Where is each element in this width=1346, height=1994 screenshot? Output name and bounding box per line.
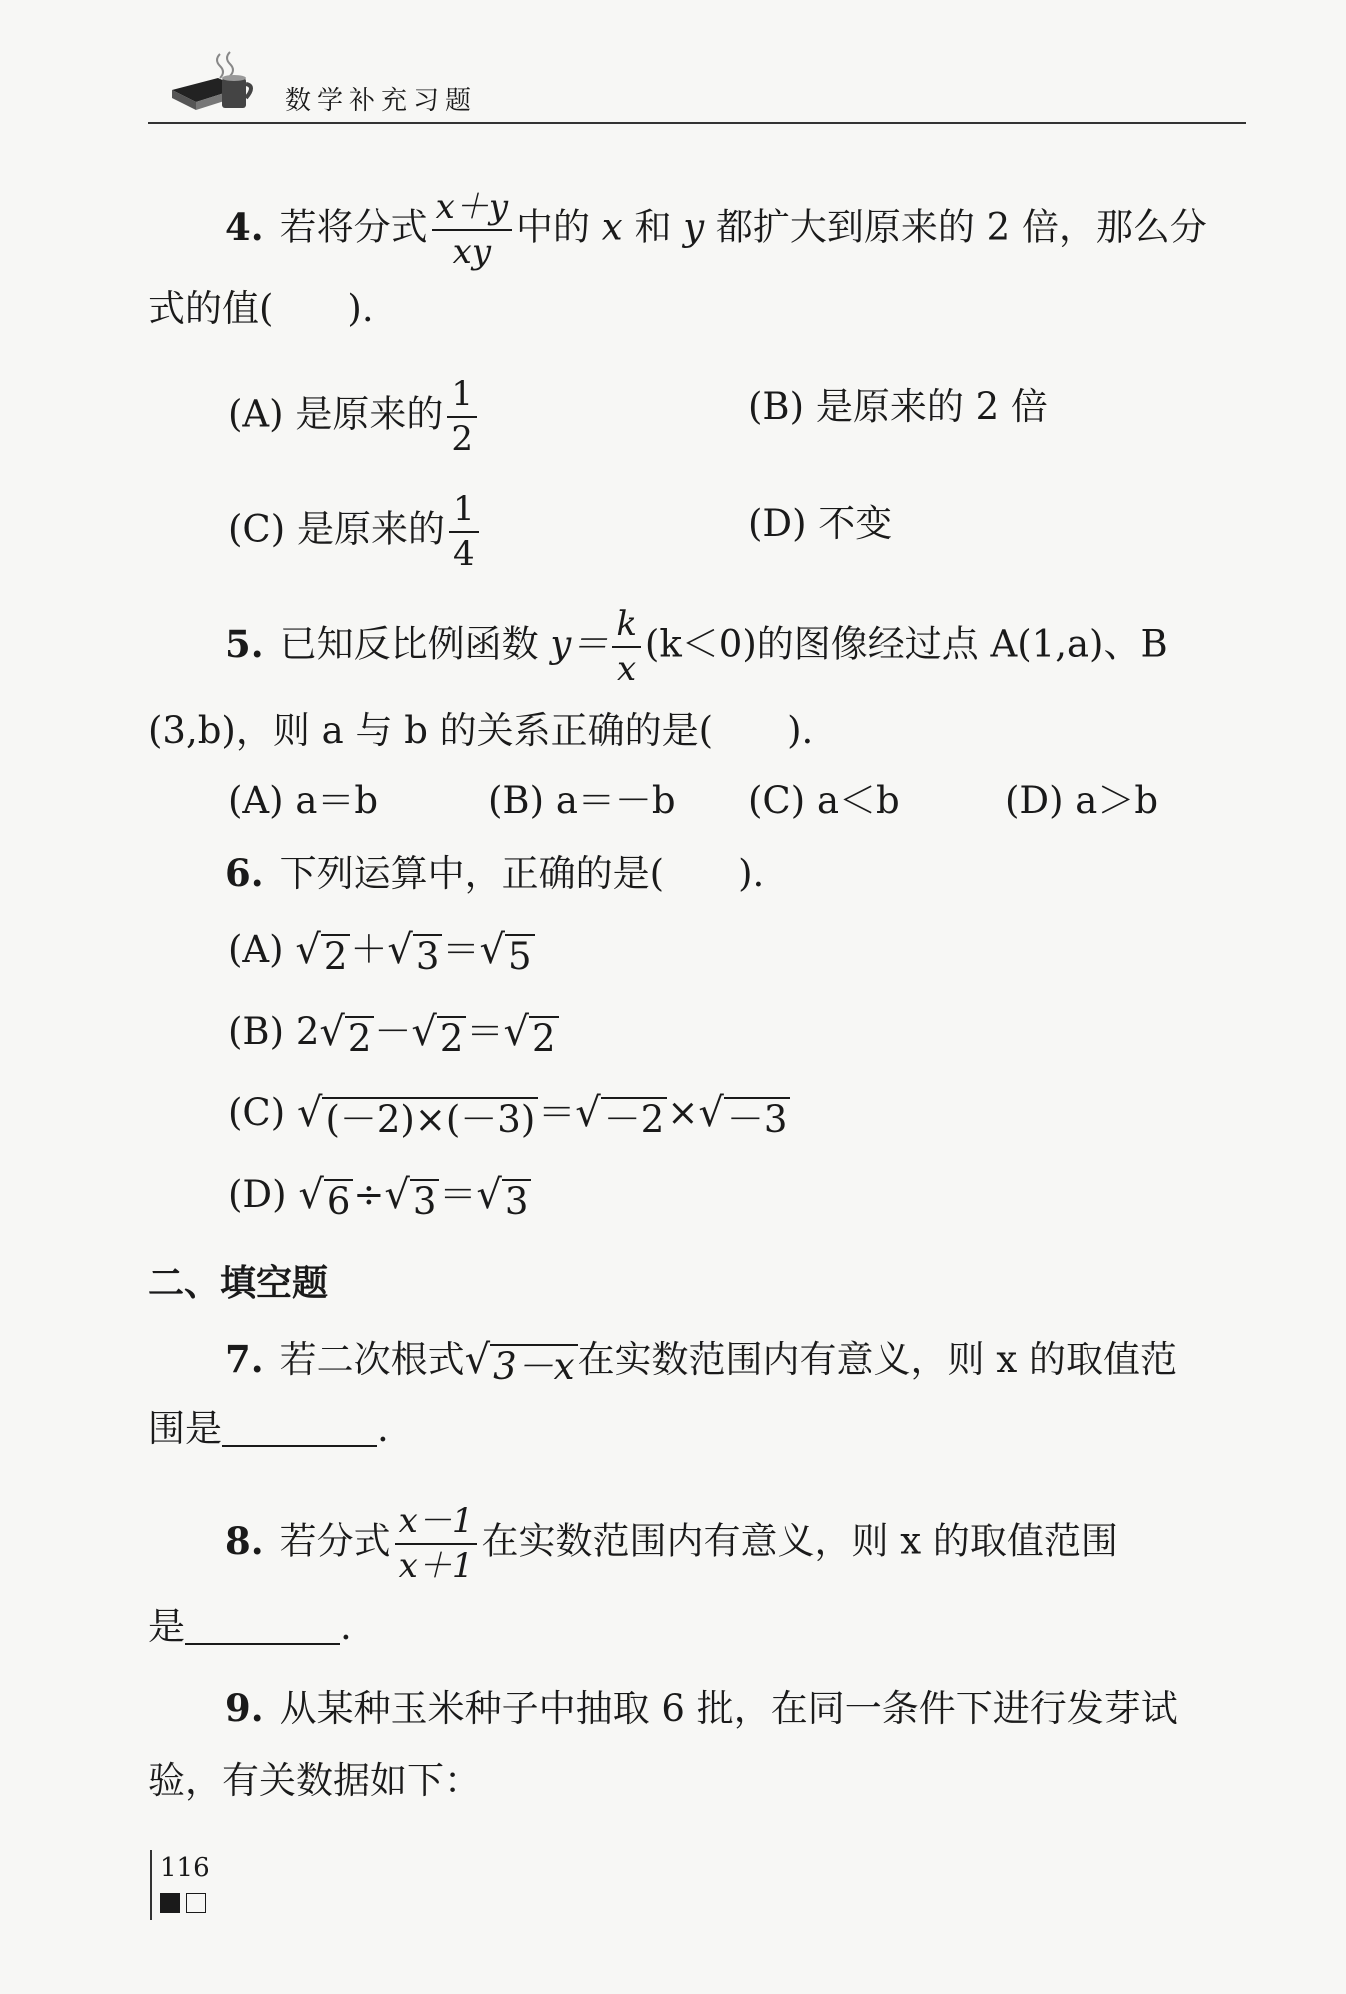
q7-sqrt: √ 3－x	[465, 1340, 578, 1385]
q6-d-arg1: 6	[324, 1179, 354, 1220]
q6-c-op1: ＝	[538, 1091, 576, 1134]
q5-line2: (3,b)，则 a 与 b 的关系正确的是( ).	[148, 709, 814, 752]
q4-var-x: x	[601, 205, 623, 249]
q4-opt-a-den: 2	[451, 419, 473, 460]
q4-opt-c-text: (C) 是原来的	[228, 507, 445, 551]
q6-d-arg2: 3	[410, 1179, 440, 1220]
header-title: 数学补充习题	[285, 86, 478, 116]
q5-line1	[225, 605, 1168, 689]
q7-radicand: 3－x	[490, 1344, 577, 1385]
q6-d-sqrt3: √ 3	[476, 1175, 531, 1220]
q7-pre: 若二次根式	[279, 1338, 465, 1381]
q6-b-arg2: 2	[437, 1016, 467, 1057]
q6-text: 下列运算中，正确的是( ).	[279, 852, 765, 895]
q5-frac-num: k	[612, 605, 641, 648]
section-title: 二、填空题	[148, 1263, 329, 1304]
q4-var-y: y	[683, 205, 705, 249]
q4-option-b: (B) 是原来的 2 倍	[748, 385, 1048, 428]
q6-a-sqrt3: √ 5	[479, 930, 534, 975]
q6-a-sqrt1: √ 2	[295, 930, 350, 975]
q6-option-a	[228, 927, 535, 978]
book-cup-icon	[170, 48, 260, 118]
page-number: 116	[160, 1853, 210, 1883]
q6-c-arg2: －2	[601, 1097, 668, 1138]
q6-b-label: (B)	[228, 1010, 285, 1053]
q8-end: .	[340, 1605, 352, 1648]
q6-d-sqrt1: √ 6	[298, 1175, 353, 1220]
q8-line1	[225, 1502, 1118, 1586]
header-rule	[148, 122, 1246, 124]
q5-pre: 已知反比例函数	[279, 622, 539, 666]
q5-option-d: (D) a＞b	[1005, 779, 1159, 822]
q6-b-sqrt1: √ 2	[319, 1012, 374, 1057]
q4-mid2: 和	[634, 205, 672, 249]
q6-c-sqrt2: √ －2	[575, 1093, 667, 1138]
q6-c-arg1: (－2)×(－3)	[322, 1097, 538, 1138]
q4-opt-a-text: (A) 是原来的	[228, 392, 444, 436]
q8-answer-blank[interactable]	[185, 1613, 340, 1645]
q5-frac-den: x	[617, 649, 637, 690]
q4-opt-c-den: 4	[452, 534, 475, 575]
q6-d-label: (D)	[228, 1173, 287, 1216]
q6-d-op2: ＝	[439, 1173, 477, 1216]
q6-a-sqrt2: √ 3	[387, 930, 442, 975]
q6-c-sqrt1: √ (－2)×(－3)	[297, 1093, 538, 1138]
q9-line1-text: 从某种玉米种子中抽取 6 批，在同一条件下进行发芽试	[279, 1687, 1178, 1730]
q6-d-arg3: 3	[502, 1179, 532, 1220]
q9-number: 9.	[225, 1686, 264, 1730]
q6-number: 6.	[225, 851, 264, 895]
q6-option-d	[228, 1172, 531, 1223]
q7-post: 在实数范围内有意义，则 x 的取值范	[577, 1338, 1177, 1381]
q6-a-op1: ＋	[350, 928, 388, 971]
q6-d-op1: ÷	[353, 1173, 385, 1216]
q4-opt-a-fraction	[447, 375, 477, 459]
q5-option-c: (C) a＜b	[748, 779, 900, 822]
q6-c-sqrt3: √ －3	[698, 1093, 790, 1138]
q8-number: 8.	[225, 1518, 264, 1563]
q6-c-label: (C)	[228, 1091, 286, 1134]
q7-line2-text: 围是	[148, 1407, 222, 1450]
q7-answer-blank[interactable]	[222, 1415, 377, 1447]
q8-pre: 若分式	[279, 1519, 391, 1563]
q6-b-coef: 2	[295, 1010, 320, 1053]
q5-y-eq: y＝	[550, 622, 609, 666]
q8-line2-text: 是	[148, 1605, 185, 1648]
footer-bar	[150, 1850, 152, 1920]
q4-frac-num: x＋y	[432, 188, 512, 231]
q6-b-sqrt3: √ 2	[503, 1012, 558, 1057]
q5-post: (k＜0)的图像经过点 A(1,a)、B	[644, 622, 1168, 666]
q6-option-b	[228, 1009, 559, 1060]
q8-post: 在实数范围内有意义，则 x 的取值范围	[481, 1519, 1118, 1563]
q6-a-arg1: 2	[321, 934, 351, 975]
q6-c-op2: ×	[667, 1091, 699, 1134]
q6-a-arg3: 5	[505, 934, 535, 975]
q7-end: .	[377, 1407, 389, 1450]
q6-b-arg3: 2	[529, 1016, 559, 1057]
q8-line2	[148, 1605, 352, 1648]
q8-frac-num: x－1	[395, 1502, 478, 1545]
q6-a-label: (A)	[228, 928, 284, 971]
q9-line2: 验，有关数据如下：	[148, 1759, 481, 1802]
q7-number: 7.	[225, 1337, 264, 1381]
q9-line1	[225, 1686, 1178, 1730]
q6-d-sqrt2: √ 3	[384, 1175, 439, 1220]
q4-number: 4.	[225, 204, 264, 249]
q6-a-arg2: 3	[413, 934, 443, 975]
q6-option-c	[228, 1090, 790, 1141]
q5-option-b: (B) a＝－b	[488, 779, 676, 822]
q6-a-op2: ＝	[442, 928, 480, 971]
filled-square-icon	[160, 1893, 180, 1913]
q6-b-op2: ＝	[466, 1010, 504, 1053]
q4-option-c	[228, 490, 483, 574]
q4-opt-c-num: 1	[449, 490, 479, 533]
q6-c-arg3: －3	[724, 1097, 791, 1138]
q5-option-a: (A) a＝b	[228, 779, 379, 822]
q4-line1	[225, 188, 1207, 272]
q4-option-d: (D) 不变	[748, 502, 893, 545]
q4-opt-c-fraction	[449, 490, 479, 574]
q6-b-sqrt2: √ 2	[411, 1012, 466, 1057]
q5-fraction	[612, 605, 641, 689]
q8-fraction	[395, 1502, 478, 1586]
q7-line2	[148, 1407, 389, 1450]
q4-mid1: 中的	[516, 205, 591, 249]
q4-fraction	[432, 188, 512, 272]
q7-line1	[225, 1337, 1177, 1388]
q6-line1	[225, 851, 765, 895]
q4-frac-den: xy	[452, 232, 492, 273]
q5-number: 5.	[225, 621, 264, 666]
q8-frac-den: x＋1	[398, 1546, 474, 1587]
empty-square-icon	[186, 1893, 206, 1913]
q4-line2: 式的值( ).	[148, 287, 374, 330]
q4-option-a	[228, 375, 481, 459]
q6-b-arg1: 2	[345, 1016, 375, 1057]
q4-post: 都扩大到原来的 2 倍，那么分	[715, 205, 1207, 249]
q6-b-op1: －	[374, 1010, 412, 1053]
q4-pre: 若将分式	[279, 205, 428, 249]
q4-opt-a-num: 1	[447, 375, 477, 418]
